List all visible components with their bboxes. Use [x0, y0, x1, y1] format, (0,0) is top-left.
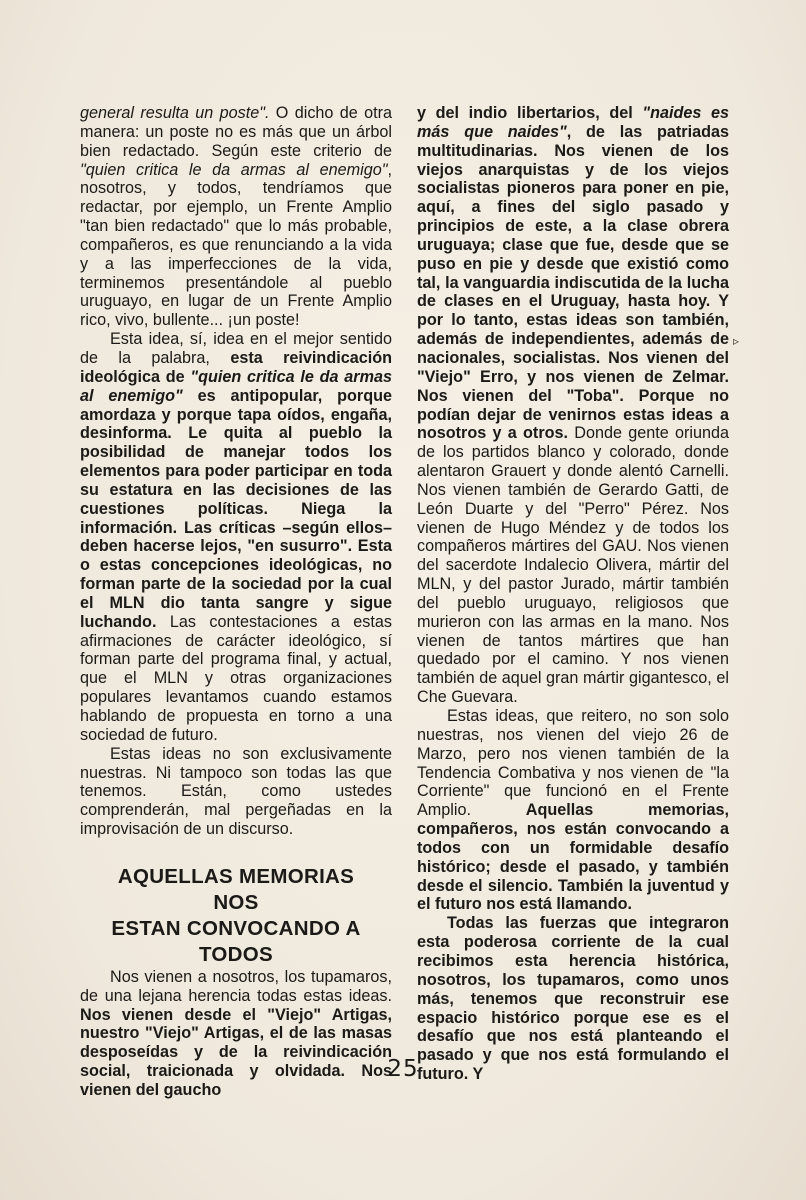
- paragraph: [80, 330, 392, 745]
- heading-line: AQUELLAS MEMORIAS: [117, 864, 355, 888]
- section-heading: [80, 864, 392, 968]
- heading-line: NOS: [213, 890, 259, 914]
- text-run: esta reivindicación ideológica de: [80, 348, 392, 386]
- text-run: , nosotros, y todos, tendríamos que redactar, por ejemplo, un Frente Amplio "tan bien redactado" que lo más probable, compañeros, es que renunciando a la vida y a las imperfecciones de la vida, terminemos presentándole al pueblo uruguayo, en lugar de un Frente Amplio rico, vivo, bullente... ¡un poste!: [80, 160, 392, 330]
- right-column: [417, 104, 729, 1084]
- left-column: [80, 104, 392, 1100]
- heading-line: TODOS: [198, 942, 274, 966]
- paragraph: [80, 104, 392, 330]
- text-run: O dicho de otra manera: un poste no es más que un árbol bien redactado. Según este criterio de: [80, 104, 392, 160]
- heading-line: ESTAN CONVOCANDO A: [111, 916, 361, 940]
- margin-mark-icon: ▹: [733, 334, 740, 348]
- text-run: "quien critica le da armas al enemigo": [80, 367, 392, 405]
- page-number: 25: [387, 1056, 419, 1082]
- text-run: Las contestaciones a estas afirmaciones de carácter ideológico, sí forman parte del programa final, y actual, que el MLN y otras organizaciones populares levantamos cuando estamos hablando de propuesta en torno a una sociedad de futuro.: [80, 612, 392, 744]
- text-run: Nos vienen desde el "Viejo" Artigas, nuestro "Viejo" Artigas, el de las masas desposeídas y de la reivindicación social, traicionada y olvidada. Nos vienen del gaucho: [80, 1005, 392, 1099]
- text-run: Esta idea, sí, idea en el mejor sentido de la palabra,: [80, 330, 392, 367]
- text-run: es antipopular, porque amordaza y porque tapa oídos, engaña, desinforma. Le quita al pueblo la posibilidad de manejar todos los elementos para poder participar en toda su estatura en las decisiones de las cuestiones políticas. Niega la información. Las críticas –según ellos– deben hacerse lejos, "en susurro". Esta o estas concepciones ideológicas, no forman parte de la sociedad por la cual el MLN dio tanta sangre y sigue luchando.: [80, 386, 392, 631]
- text-run: Estas ideas, que reitero, no son solo nuestras, nos vienen del viejo 26 de Marzo, pero nos vienen también de la Tendencia Combativa y nos vienen de "la Corriente" que funcionó en el Frente Amplio.: [417, 707, 729, 820]
- text-run: y del indio libertarios, del: [417, 104, 643, 122]
- text-run: "quien critica le da armas al enemigo": [80, 160, 388, 179]
- text-run: Donde gente oriunda de los partidos blanco y colorado, donde alentaron Grauert y donde alentó Carnelli. Nos vienen también de Gerardo Gatti, de León Duarte y del "Perro" Pérez. Nos vienen de Hugo Méndez y de todos los compañeros mártires del GAU. Nos vienen del sacerdote Indalecio Olivera, mártir del MLN, y del pastor Jurado, mártir también del pueblo uruguayo, religiosos que murieron con las armas en la mano. Nos vienen de tantos mártires que han quedado por el camino. Y nos vienen también de aquel gran mártir gigantesco, el Che Guevara.: [417, 424, 730, 707]
- paragraph: [80, 745, 392, 839]
- text-run: Todas las fuerzas que integraron esta poderosa corriente de la cual recibimos esta herencia histórica, nosotros, los tupamaros, como unos más, tenemos que reconstruir ese espacio histórico porque ese es el desafío que nos está planteando el pasado y que nos está formulando el futuro. Y: [417, 914, 729, 1084]
- text-run: Nos vienen a nosotros, los tupamaros, de una lejana herencia todas estas ideas.: [80, 967, 392, 1005]
- paragraph: [417, 104, 729, 707]
- text-run: Estas ideas no son exclusivamente nuestras. Ni tampoco son todas las que tenemos. Están, como ustedes comprenderán, mal pergeñadas en la improvisación de un discurso.: [80, 744, 392, 839]
- paragraph: [417, 707, 729, 914]
- text-run: "naides es más que naides": [417, 104, 729, 141]
- text-run: Aquellas memorias, compañeros, nos están convocando a todos con un formidable desafío histórico; desde el pasado, y también desde el silencio. También la juventud y el futuro nos está llamando.: [417, 801, 729, 914]
- text-run: , de las patriadas multitudinarias. Nos vienen de los viejos anarquistas y de los viejos socialistas pioneros para poner en pie, aquí, a fines del siglo pasado y principios de este, a la clase obrera uruguaya; clase que fue, desde que se puso en pie y desde que existió como tal, la vanguardia indiscutida de la lucha de clases en el Uruguay, hasta hoy. Y por lo tanto, estas ideas son también, además de independientes, además de nacionales, socialistas. Nos vienen del "Viejo" Erro, y nos vienen de Zelmar. Nos vienen del "Toba". Porque no podían dejar de venirnos estas ideas a nosotros y a otros.: [417, 122, 729, 443]
- text-run: general resulta un poste".: [80, 104, 276, 122]
